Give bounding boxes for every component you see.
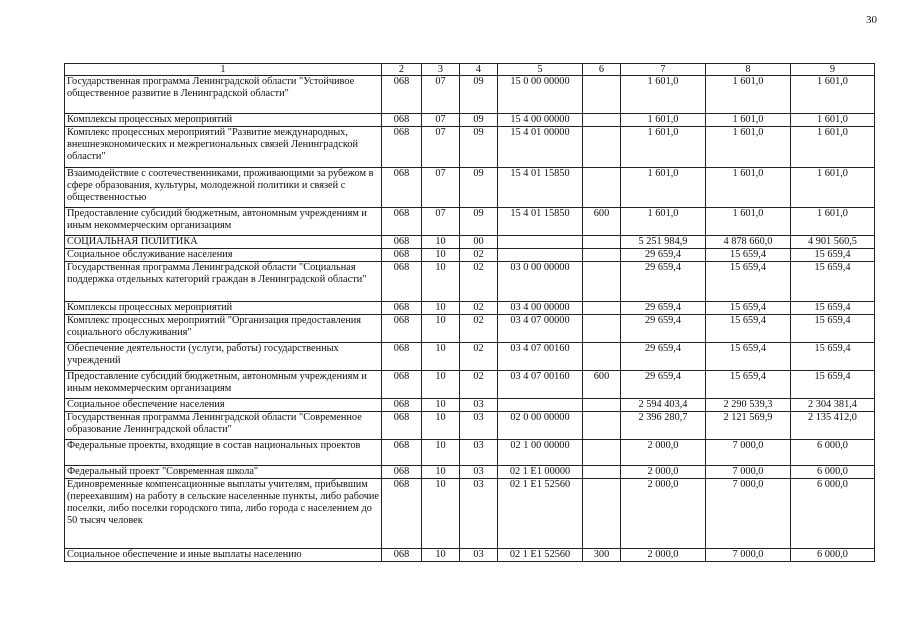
expense-type-cell: 300 bbox=[583, 549, 621, 562]
subsection-code-cell: 09 bbox=[460, 127, 498, 168]
column-header: 2 bbox=[382, 64, 422, 76]
amount-year1-cell: 1 601,0 bbox=[621, 168, 706, 208]
expense-type-cell bbox=[583, 315, 621, 343]
amount-year2-cell: 1 601,0 bbox=[706, 208, 791, 236]
amount-year2-cell: 7 000,0 bbox=[706, 549, 791, 562]
table-row bbox=[65, 371, 875, 399]
expense-type-cell bbox=[583, 412, 621, 440]
amount-year2-cell: 15 659,4 bbox=[706, 249, 791, 262]
amount-year2-cell: 1 601,0 bbox=[706, 114, 791, 127]
table-row bbox=[65, 208, 875, 236]
row-name-cell: Государственная программа Ленинградской области "Устойчивое общественное развитие в Ленинградской области" bbox=[65, 76, 382, 114]
grbs-code-cell: 068 bbox=[382, 262, 422, 302]
amount-year2-cell: 1 601,0 bbox=[706, 127, 791, 168]
amount-year2-cell: 4 878 660,0 bbox=[706, 236, 791, 249]
target-article-cell: 02 1 00 00000 bbox=[498, 440, 583, 466]
expense-type-cell bbox=[583, 114, 621, 127]
amount-year1-cell: 5 251 984,9 bbox=[621, 236, 706, 249]
amount-year3-cell: 6 000,0 bbox=[791, 549, 875, 562]
subsection-code-cell: 00 bbox=[460, 236, 498, 249]
expense-type-cell bbox=[583, 479, 621, 549]
section-code-cell: 07 bbox=[422, 76, 460, 114]
target-article-cell: 02 1 E1 00000 bbox=[498, 466, 583, 479]
row-name-cell: Взаимодействие с соотечественниками, проживающими за рубежом в сфере образования, культуры, молодежной политики и связей с общественностью bbox=[65, 168, 382, 208]
amount-year2-cell: 15 659,4 bbox=[706, 302, 791, 315]
expense-type-cell: 600 bbox=[583, 208, 621, 236]
expense-type-cell bbox=[583, 249, 621, 262]
amount-year2-cell: 15 659,4 bbox=[706, 262, 791, 302]
section-code-cell: 07 bbox=[422, 127, 460, 168]
amount-year1-cell: 1 601,0 bbox=[621, 114, 706, 127]
section-code-cell: 10 bbox=[422, 466, 460, 479]
amount-year2-cell: 15 659,4 bbox=[706, 371, 791, 399]
table-header-row bbox=[65, 64, 875, 76]
expense-type-cell bbox=[583, 76, 621, 114]
table-row bbox=[65, 249, 875, 262]
target-article-cell: 15 4 00 00000 bbox=[498, 114, 583, 127]
row-name-cell: Предоставление субсидий бюджетным, автономным учреждениям и иным некоммерческим организациям bbox=[65, 371, 382, 399]
subsection-code-cell: 03 bbox=[460, 399, 498, 412]
table-row bbox=[65, 114, 875, 127]
target-article-cell: 03 4 07 00160 bbox=[498, 371, 583, 399]
amount-year3-cell: 15 659,4 bbox=[791, 315, 875, 343]
row-name-cell: СОЦИАЛЬНАЯ ПОЛИТИКА bbox=[65, 236, 382, 249]
amount-year1-cell: 1 601,0 bbox=[621, 208, 706, 236]
amount-year2-cell: 15 659,4 bbox=[706, 343, 791, 371]
subsection-code-cell: 09 bbox=[460, 114, 498, 127]
subsection-code-cell: 03 bbox=[460, 549, 498, 562]
section-code-cell: 10 bbox=[422, 315, 460, 343]
amount-year3-cell: 15 659,4 bbox=[791, 249, 875, 262]
subsection-code-cell: 09 bbox=[460, 76, 498, 114]
grbs-code-cell: 068 bbox=[382, 412, 422, 440]
section-code-cell: 10 bbox=[422, 479, 460, 549]
amount-year1-cell: 2 000,0 bbox=[621, 479, 706, 549]
subsection-code-cell: 09 bbox=[460, 208, 498, 236]
table-row bbox=[65, 479, 875, 549]
amount-year2-cell: 2 121 569,9 bbox=[706, 412, 791, 440]
grbs-code-cell: 068 bbox=[382, 315, 422, 343]
page-number: 30 bbox=[866, 14, 877, 26]
target-article-cell: 15 0 00 00000 bbox=[498, 76, 583, 114]
subsection-code-cell: 02 bbox=[460, 302, 498, 315]
amount-year2-cell: 15 659,4 bbox=[706, 315, 791, 343]
expense-type-cell bbox=[583, 127, 621, 168]
target-article-cell: 15 4 01 15850 bbox=[498, 208, 583, 236]
grbs-code-cell: 068 bbox=[382, 302, 422, 315]
amount-year3-cell: 15 659,4 bbox=[791, 302, 875, 315]
amount-year1-cell: 2 000,0 bbox=[621, 440, 706, 466]
subsection-code-cell: 03 bbox=[460, 440, 498, 466]
section-code-cell: 10 bbox=[422, 236, 460, 249]
subsection-code-cell: 02 bbox=[460, 262, 498, 302]
amount-year3-cell: 15 659,4 bbox=[791, 343, 875, 371]
column-header: 3 bbox=[422, 64, 460, 76]
row-name-cell: Единовременные компенсационные выплаты учителям, прибывшим (переехавшим) на работу в сельские населенные пункты, либо рабочие поселки, либо поселки городского типа, либо города с населением до 50 тысяч человек bbox=[65, 479, 382, 549]
row-name-cell: Государственная программа Ленинградской области "Современное образование Ленинградской области" bbox=[65, 412, 382, 440]
column-header: 4 bbox=[460, 64, 498, 76]
expense-type-cell bbox=[583, 399, 621, 412]
subsection-code-cell: 09 bbox=[460, 168, 498, 208]
table-row bbox=[65, 343, 875, 371]
table-row bbox=[65, 466, 875, 479]
table-row bbox=[65, 549, 875, 562]
grbs-code-cell: 068 bbox=[382, 249, 422, 262]
column-header: 9 bbox=[791, 64, 875, 76]
grbs-code-cell: 068 bbox=[382, 343, 422, 371]
expense-type-cell bbox=[583, 236, 621, 249]
section-code-cell: 07 bbox=[422, 208, 460, 236]
amount-year3-cell: 1 601,0 bbox=[791, 76, 875, 114]
expense-type-cell: 600 bbox=[583, 371, 621, 399]
amount-year3-cell: 15 659,4 bbox=[791, 262, 875, 302]
expense-type-cell bbox=[583, 168, 621, 208]
subsection-code-cell: 03 bbox=[460, 479, 498, 549]
target-article-cell bbox=[498, 399, 583, 412]
grbs-code-cell: 068 bbox=[382, 371, 422, 399]
row-name-cell: Комплекс процессных мероприятий "Организация предоставления социального обслуживания" bbox=[65, 315, 382, 343]
target-article-cell bbox=[498, 249, 583, 262]
target-article-cell: 02 0 00 00000 bbox=[498, 412, 583, 440]
grbs-code-cell: 068 bbox=[382, 549, 422, 562]
amount-year1-cell: 2 000,0 bbox=[621, 466, 706, 479]
amount-year2-cell: 7 000,0 bbox=[706, 466, 791, 479]
row-name-cell: Федеральный проект "Современная школа" bbox=[65, 466, 382, 479]
amount-year2-cell: 7 000,0 bbox=[706, 479, 791, 549]
amount-year1-cell: 29 659,4 bbox=[621, 249, 706, 262]
target-article-cell: 03 4 00 00000 bbox=[498, 302, 583, 315]
target-article-cell: 03 4 07 00000 bbox=[498, 315, 583, 343]
section-code-cell: 10 bbox=[422, 399, 460, 412]
amount-year3-cell: 6 000,0 bbox=[791, 479, 875, 549]
subsection-code-cell: 02 bbox=[460, 249, 498, 262]
table-row bbox=[65, 236, 875, 249]
row-name-cell: Федеральные проекты, входящие в состав национальных проектов bbox=[65, 440, 382, 466]
row-name-cell: Комплексы процессных мероприятий bbox=[65, 302, 382, 315]
amount-year2-cell: 7 000,0 bbox=[706, 440, 791, 466]
section-code-cell: 10 bbox=[422, 302, 460, 315]
grbs-code-cell: 068 bbox=[382, 440, 422, 466]
row-name-cell: Обеспечение деятельности (услуги, работы) государственных учреждений bbox=[65, 343, 382, 371]
section-code-cell: 10 bbox=[422, 262, 460, 302]
expense-type-cell bbox=[583, 440, 621, 466]
amount-year1-cell: 29 659,4 bbox=[621, 262, 706, 302]
table-row bbox=[65, 302, 875, 315]
column-header: 6 bbox=[583, 64, 621, 76]
amount-year3-cell: 6 000,0 bbox=[791, 466, 875, 479]
amount-year3-cell: 2 135 412,0 bbox=[791, 412, 875, 440]
target-article-cell bbox=[498, 236, 583, 249]
amount-year1-cell: 29 659,4 bbox=[621, 315, 706, 343]
subsection-code-cell: 03 bbox=[460, 466, 498, 479]
table-row bbox=[65, 127, 875, 168]
table-row bbox=[65, 440, 875, 466]
grbs-code-cell: 068 bbox=[382, 466, 422, 479]
amount-year3-cell: 1 601,0 bbox=[791, 168, 875, 208]
section-code-cell: 10 bbox=[422, 343, 460, 371]
row-name-cell: Социальное обслуживание населения bbox=[65, 249, 382, 262]
amount-year3-cell: 1 601,0 bbox=[791, 114, 875, 127]
section-code-cell: 10 bbox=[422, 440, 460, 466]
row-name-cell: Социальное обеспечение и иные выплаты населению bbox=[65, 549, 382, 562]
table-row bbox=[65, 399, 875, 412]
target-article-cell: 15 4 01 15850 bbox=[498, 168, 583, 208]
amount-year1-cell: 29 659,4 bbox=[621, 302, 706, 315]
column-header: 7 bbox=[621, 64, 706, 76]
column-header: 8 bbox=[706, 64, 791, 76]
amount-year3-cell: 1 601,0 bbox=[791, 127, 875, 168]
amount-year2-cell: 2 290 539,3 bbox=[706, 399, 791, 412]
amount-year1-cell: 1 601,0 bbox=[621, 127, 706, 168]
budget-table bbox=[64, 63, 875, 562]
grbs-code-cell: 068 bbox=[382, 127, 422, 168]
expense-type-cell bbox=[583, 262, 621, 302]
amount-year3-cell: 15 659,4 bbox=[791, 371, 875, 399]
column-header: 1 bbox=[65, 64, 382, 76]
amount-year1-cell: 29 659,4 bbox=[621, 371, 706, 399]
amount-year3-cell: 2 304 381,4 bbox=[791, 399, 875, 412]
amount-year2-cell: 1 601,0 bbox=[706, 168, 791, 208]
expense-type-cell bbox=[583, 343, 621, 371]
table-row bbox=[65, 76, 875, 114]
section-code-cell: 10 bbox=[422, 549, 460, 562]
amount-year3-cell: 6 000,0 bbox=[791, 440, 875, 466]
section-code-cell: 07 bbox=[422, 114, 460, 127]
row-name-cell: Государственная программа Ленинградской области "Социальная поддержка отдельных категорий граждан в Ленинградской области" bbox=[65, 262, 382, 302]
target-article-cell: 02 1 E1 52560 bbox=[498, 479, 583, 549]
target-article-cell: 03 4 07 00160 bbox=[498, 343, 583, 371]
expense-type-cell bbox=[583, 302, 621, 315]
grbs-code-cell: 068 bbox=[382, 168, 422, 208]
grbs-code-cell: 068 bbox=[382, 114, 422, 127]
section-code-cell: 10 bbox=[422, 412, 460, 440]
grbs-code-cell: 068 bbox=[382, 479, 422, 549]
amount-year3-cell: 1 601,0 bbox=[791, 208, 875, 236]
row-name-cell: Предоставление субсидий бюджетным, автономным учреждениям и иным некоммерческим организациям bbox=[65, 208, 382, 236]
amount-year1-cell: 2 594 403,4 bbox=[621, 399, 706, 412]
grbs-code-cell: 068 bbox=[382, 76, 422, 114]
row-name-cell: Комплекс процессных мероприятий "Развитие международных, внешнеэкономических и межрегиональных связей Ленинградской области" bbox=[65, 127, 382, 168]
subsection-code-cell: 02 bbox=[460, 343, 498, 371]
row-name-cell: Социальное обеспечение населения bbox=[65, 399, 382, 412]
grbs-code-cell: 068 bbox=[382, 236, 422, 249]
section-code-cell: 10 bbox=[422, 371, 460, 399]
subsection-code-cell: 02 bbox=[460, 315, 498, 343]
target-article-cell: 03 0 00 00000 bbox=[498, 262, 583, 302]
amount-year1-cell: 2 396 280,7 bbox=[621, 412, 706, 440]
amount-year3-cell: 4 901 560,5 bbox=[791, 236, 875, 249]
amount-year1-cell: 2 000,0 bbox=[621, 549, 706, 562]
subsection-code-cell: 03 bbox=[460, 412, 498, 440]
expense-type-cell bbox=[583, 466, 621, 479]
amount-year1-cell: 1 601,0 bbox=[621, 76, 706, 114]
column-header: 5 bbox=[498, 64, 583, 76]
table-row bbox=[65, 262, 875, 302]
grbs-code-cell: 068 bbox=[382, 208, 422, 236]
table-row bbox=[65, 315, 875, 343]
amount-year2-cell: 1 601,0 bbox=[706, 76, 791, 114]
target-article-cell: 15 4 01 00000 bbox=[498, 127, 583, 168]
row-name-cell: Комплексы процессных мероприятий bbox=[65, 114, 382, 127]
subsection-code-cell: 02 bbox=[460, 371, 498, 399]
table-row bbox=[65, 412, 875, 440]
section-code-cell: 07 bbox=[422, 168, 460, 208]
grbs-code-cell: 068 bbox=[382, 399, 422, 412]
section-code-cell: 10 bbox=[422, 249, 460, 262]
table-row bbox=[65, 168, 875, 208]
amount-year1-cell: 29 659,4 bbox=[621, 343, 706, 371]
target-article-cell: 02 1 E1 52560 bbox=[498, 549, 583, 562]
